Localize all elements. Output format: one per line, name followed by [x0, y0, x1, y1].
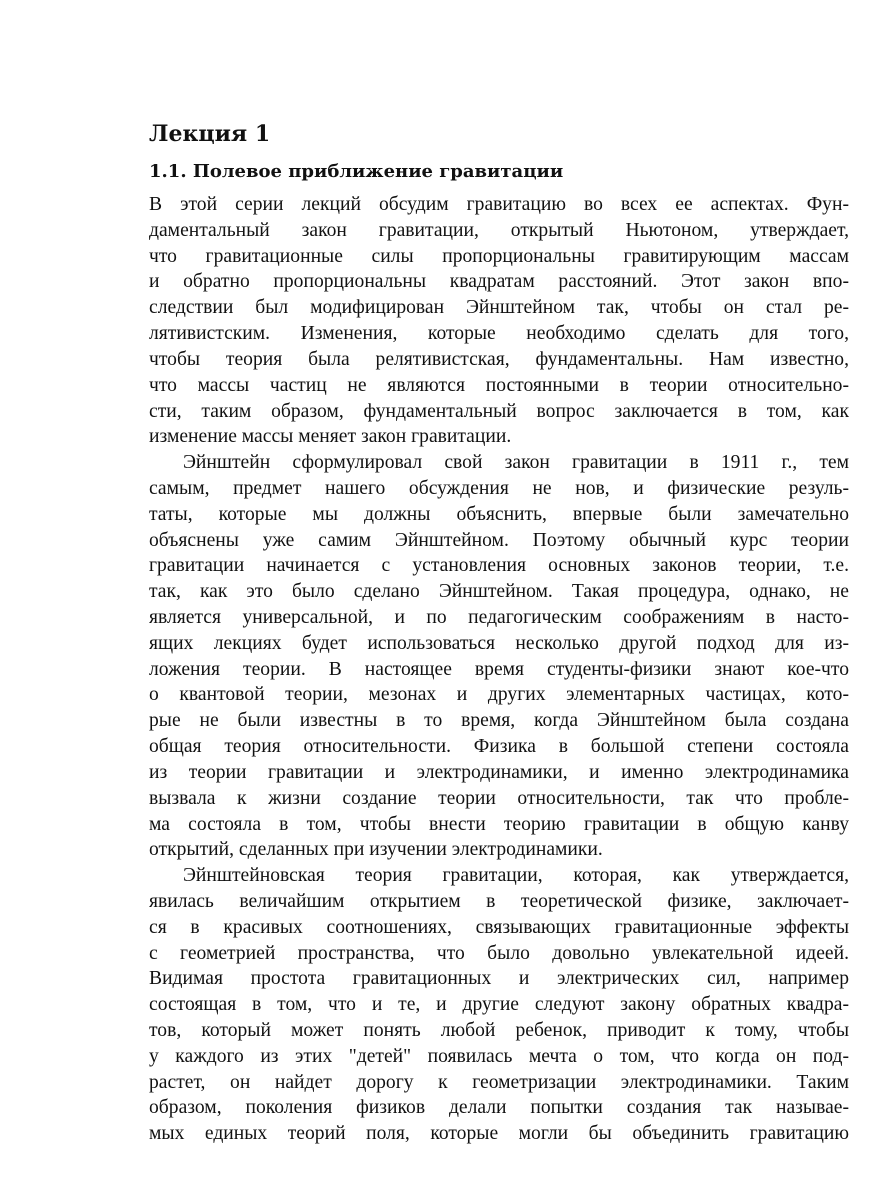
text-line: что массы частиц не являются постоянными в теории относительно-: [149, 374, 849, 396]
text-line: ящих лекциях будет использоваться несколько другой подход для из-: [149, 632, 849, 654]
text-line: так, как это было сделано Эйнштейном. Такая процедура, однако, не: [149, 581, 849, 603]
text-line: ложения теории. В настоящее время студенты-физики знают кое-что: [149, 658, 849, 680]
text-line: с геометрией пространства, что было довольно увлекательной идеей.: [149, 942, 849, 964]
text-line: таты, которые мы должны объяснить, впервые были замечательно: [149, 503, 849, 525]
text-line: Видимая простота гравитационных и электрических сил, например: [149, 968, 849, 990]
text-line: ся в красивых соотношениях, связывающих гравитационные эффекты: [149, 916, 849, 938]
text-line: гравитации начинается с установления основных законов теории, т.е.: [149, 555, 849, 577]
text-line: мых единых теорий поля, которые могли бы объединить гравитацию: [149, 1123, 849, 1145]
text-line: у каждого из этих "детей" появилась мечта о том, что когда он под-: [149, 1045, 849, 1067]
text-line: тов, который может понять любой ребенок, приводит к тому, чтобы: [149, 1020, 849, 1041]
text-line: рые не были известны в то время, когда Эйнштейном была создана: [149, 710, 849, 732]
text-line: ма состояла в том, чтобы внести теорию гравитации в общую канву: [149, 813, 849, 835]
text-line: В этой серии лекций обсудим гравитацию во всех ее аспектах. Фун-: [149, 194, 849, 215]
lecture-title: Лекция 1: [149, 121, 271, 147]
text-line: и обратно пропорциональны квадратам расстояний. Этот закон впо-: [149, 271, 849, 293]
text-line: чтобы теория была релятивистская, фундаментальны. Нам известно,: [149, 348, 849, 370]
text-line: сти, таким образом, фундаментальный вопрос заключается в том, как: [149, 400, 849, 422]
text-line: даментальный закон гравитации, открытый Ньютоном, утверждает,: [149, 219, 849, 241]
text-line: открытий, сделанных при изучении электродинамики.: [149, 839, 603, 861]
text-line: явилась величайшим открытием в теоретической физике, заключает-: [149, 890, 849, 912]
text-line: вызвала к жизни создание теории относительности, так что пробле-: [149, 787, 849, 809]
section-title: 1.1. Полевое приближение гравитации: [149, 161, 564, 182]
text-line: самым, предмет нашего обсуждения не нов, и физические резуль-: [149, 477, 849, 499]
text-line: объяснены уже самим Эйнштейном. Поэтому обычный курс теории: [149, 529, 849, 551]
text-line: изменение массы меняет закон гравитации.: [149, 426, 512, 448]
text-line: образом, поколения физиков делали попытки создания так называе-: [149, 1097, 849, 1119]
text-line: следствии был модифицирован Эйнштейном так, чтобы он стал ре-: [149, 297, 849, 319]
text-line: о квантовой теории, мезонах и других элементарных частицах, кото-: [149, 684, 849, 706]
text-line: растет, он найдет дорогу к геометризации электродинамики. Таким: [149, 1071, 849, 1093]
text-line: лятивистским. Изменения, которые необходимо сделать для того,: [149, 323, 849, 345]
text-line: что гравитационные силы пропорциональны гравитирующим массам: [149, 245, 849, 267]
body-text: [149, 192, 849, 1147]
text-line: Эйнштейн сформулировал свой закон гравитации в 1911 г., тем: [183, 452, 849, 474]
text-line: состоящая в том, что и те, и другие следуют закону обратных квадра-: [149, 994, 849, 1016]
text-line: является универсальной, и по педагогическим соображениям в насто-: [149, 607, 849, 628]
text-line: Эйнштейновская теория гравитации, которая, как утверждается,: [183, 865, 849, 887]
text-line: из теории гравитации и электродинамики, и именно электродинамика: [149, 761, 849, 783]
text-line: общая теория относительности. Физика в большой степени состояла: [149, 736, 849, 758]
